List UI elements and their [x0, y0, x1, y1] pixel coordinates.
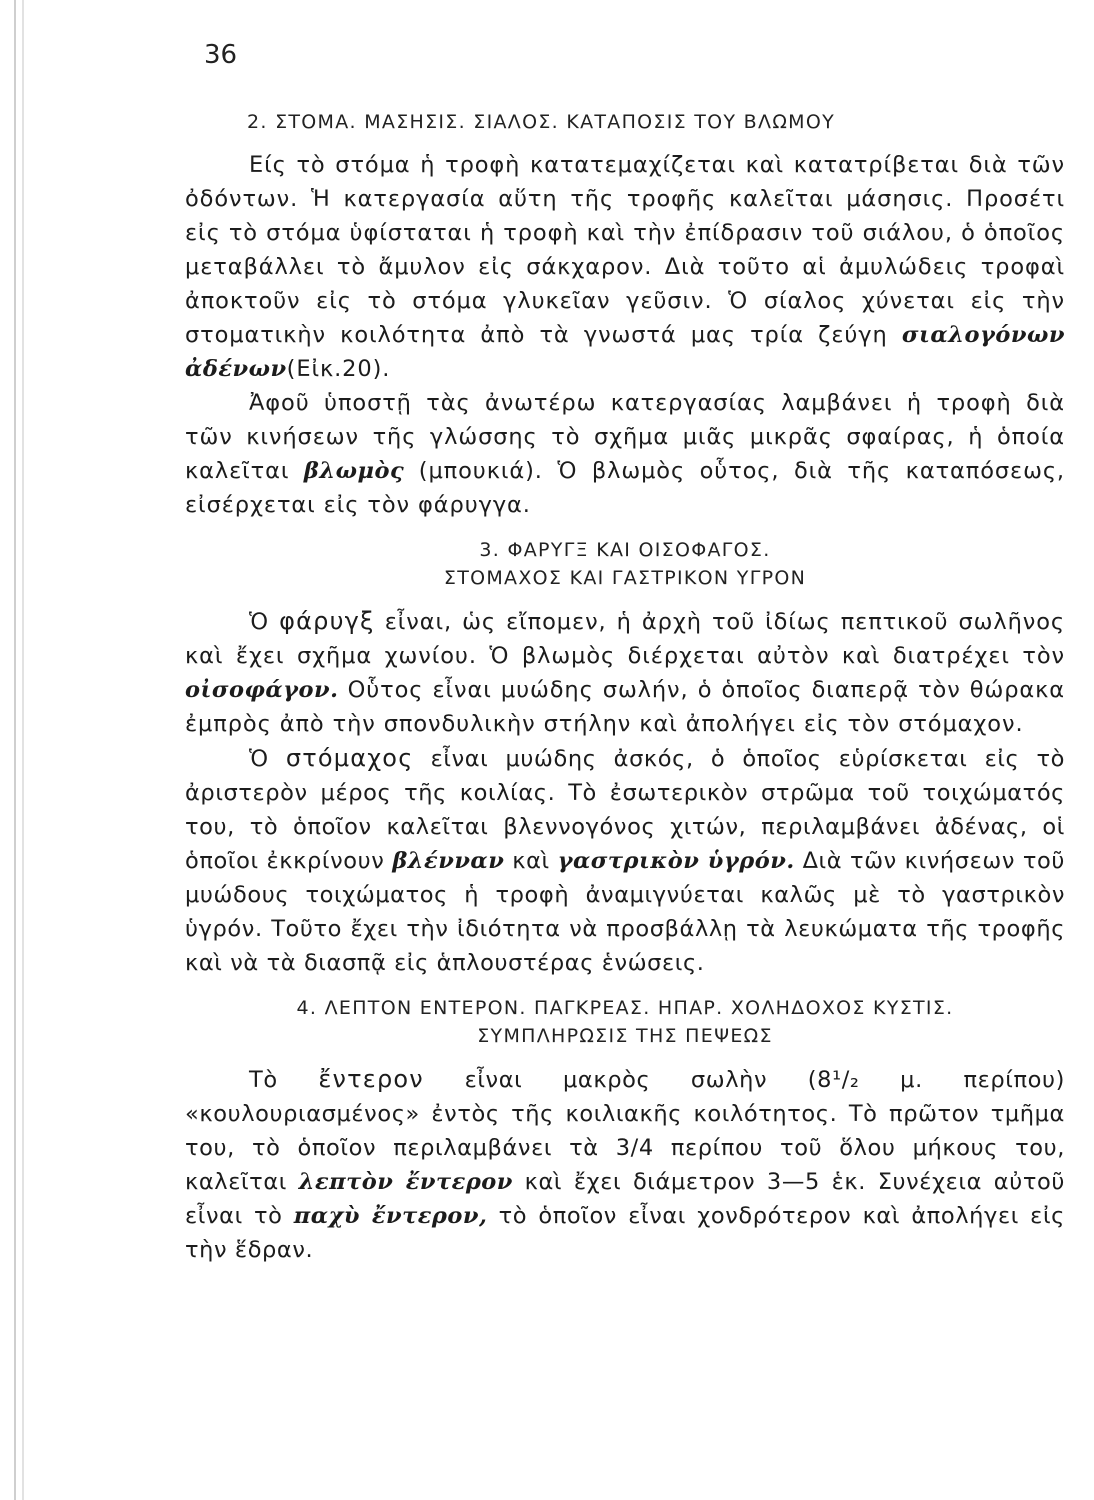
emphasis-term: σιαλογόνων ἀδένων: [185, 322, 1065, 382]
section-4-heading-line-2: ΣΥΜΠΛΗΡΩΣΙΣ ΤΗΣ ΠΕΨΕΩΣ: [477, 1025, 773, 1047]
text-run: εἶναι, ὡς εἴπομεν, ἡ ἀρχὴ τοῦ ἰδίως πεπτικοῦ σωλῆνος καὶ ἔχει σχῆμα χωνίου. Ὁ βλωμὸς διέρχεται αὐτὸν καὶ διατρέχει τὸν: [185, 609, 1065, 669]
page-content: [185, 108, 1065, 1267]
text-run: τὸ ὁποῖον εἶναι χονδρότερον καὶ ἀπολήγει εἰς τὴν ἕδραν.: [185, 1203, 1065, 1263]
text-run: Ἀφοῦ ὑποστῇ τὰς ἀνωτέρω κατεργασίας λαμβάνει ἡ τροφὴ διὰ τῶν κινήσεων τῆς γλώσσης τὸ σχῆμα μιᾶς μικρᾶς σφαίρας, ἡ ὁποία καλεῖται: [185, 390, 1065, 484]
text-run: εἶναι μυώδης ἀσκός, ὁ ὁποῖος εὑρίσκεται εἰς τὸ ἀριστερὸν μέρος τῆς κοιλίας. Τὸ ἐσωτερικὸν στρῶμα τοῦ τοιχώματός του, τὸ ὁποῖον καλεῖται βλεννογόνος χιτών, περιλαμβάνει ἀδένας, οἱ ὁποῖοι ἐκκρίνουν: [185, 746, 1065, 874]
text-run: καὶ ἔχει διάμετρον 3—5 ἑκ. Συνέχεια αὐτοῦ εἶναι τὸ: [185, 1169, 1065, 1229]
page-edge-shadow: [22, 0, 24, 1500]
text-run: Ὁ: [249, 609, 269, 635]
section-2-paragraph-1: [185, 148, 1065, 386]
emphasis-term: οἰσοφάγον.: [185, 677, 339, 703]
section-3-heading-line-1: 3. ΦΑΡΥΓΞ ΚΑΙ ΟΙΣΟΦΑΓΟΣ.: [479, 539, 771, 561]
text-run: (Εἰκ.20).: [286, 356, 391, 382]
text-run: Τὸ: [249, 1067, 278, 1093]
key-term: φάρυγξ: [279, 607, 375, 635]
text-run: Ὁ: [249, 746, 269, 772]
text-run: (μπουκιά). Ὁ βλωμὸς οὗτος, διὰ τῆς καταπόσεως, εἰσέρχεται εἰς τὸν φάρυγγα.: [185, 458, 1065, 518]
section-3-paragraph-2: [185, 741, 1065, 980]
page-number: 36: [204, 40, 238, 70]
text-run: Είς τὸ στόμα ἡ τροφὴ κατατεμαχίζεται καὶ κατατρίβεται διὰ τῶν ὀδόντων. Ἡ κατεργασία αὕτη τῆς τροφῆς καλεῖται μάσησις. Προσέτι εἰς τὸ στόμα ὑφίσταται ἡ τροφὴ καὶ τὴν ἐπίδρασιν τοῦ σιάλου, ὁ ὁποῖος μεταβάλλει τὸ ἄμυλον εἰς σάκχαρον. Διὰ τοῦτο αἱ ἀμυλώδεις τροφαὶ ἀποκτοῦν εἰς τὸ στόμα γλυκεῖαν γεῦσιν. Ὁ σίαλος χύνεται εἰς τὴν στοματικὴν κοιλότητα ἀπὸ τὰ γνωστά μας τρία ζεύγη: [185, 152, 1065, 348]
section-2-paragraph-2: [185, 386, 1065, 522]
spacer: [185, 980, 1065, 994]
section-3-paragraph-1: [185, 604, 1065, 741]
text-run: Διὰ τῶν κινήσεων τοῦ μυώδους τοιχώματος ἡ τροφὴ ἀναμιγνύεται καλῶς μὲ τὸ γαστρικὸν ὑγρόν. Τοῦτο ἔχει τὴν ἰδιότητα νὰ προσβάλλῃ τὰ λευκώματα τῆς τροφῆς καὶ νὰ τὰ διασπᾷ εἰς ἁπλουστέρας ἑνώσεις.: [185, 848, 1065, 976]
text-run: εἶναι μακρὸς σωλὴν (8¹/₂ μ. περίπου) «κουλουριασμένος» ἐντὸς τῆς κοιλιακῆς κοιλότητος. Τὸ πρῶτον τμῆμα του, τὸ ὁποῖον περιλαμβάνει τὰ 3/4 περίπου τοῦ ὅλου μήκους του, καλεῖται: [185, 1067, 1065, 1195]
page-edge-shadow: [14, 0, 16, 1500]
emphasis-term: βλένναν: [392, 848, 505, 874]
section-3-heading-line-2: ΣΤΟΜΑΧΟΣ ΚΑΙ ΓΑΣΤΡΙΚΟΝ ΥΓΡΟΝ: [443, 567, 807, 589]
section-4-paragraph-1: [185, 1062, 1065, 1267]
key-term: ἔντερον: [318, 1065, 424, 1093]
emphasis-term: γαστρικὸν ὑγρόν.: [557, 848, 795, 874]
emphasis-term: βλωμὸς: [303, 458, 405, 484]
spacer: [185, 522, 1065, 536]
section-4-heading-line-1: 4. ΛΕΠΤΟΝ ΕΝΤΕΡΟΝ. ΠΑΓΚΡΕΑΣ. ΗΠΑΡ. ΧΟΛΗΔΟΧΟΣ ΚΥΣΤΙΣ.: [296, 997, 954, 1019]
text-run: καὶ: [512, 848, 550, 874]
emphasis-term: παχὺ ἔντερον,: [293, 1203, 488, 1229]
emphasis-term: λεπτὸν ἔντερον: [298, 1169, 513, 1195]
text-run: Οὗτος εἶναι μυώδης σωλήν, ὁ ὁποῖος διαπερᾷ τὸν θώρακα ἐμπρὸς ἀπὸ τὴν σπονδυλικὴν στήλην καὶ ἀπολήγει εἰς τὸν στόμαχον.: [185, 677, 1065, 737]
section-2-heading: 2. ΣΤΟΜΑ. ΜΑΣΗΣΙΣ. ΣΙΑΛΟΣ. ΚΑΤΑΠΟΣΙΣ ΤΟΥ ΒΛΩΜΟΥ: [247, 111, 835, 133]
key-term: στόμαχος: [285, 744, 414, 772]
